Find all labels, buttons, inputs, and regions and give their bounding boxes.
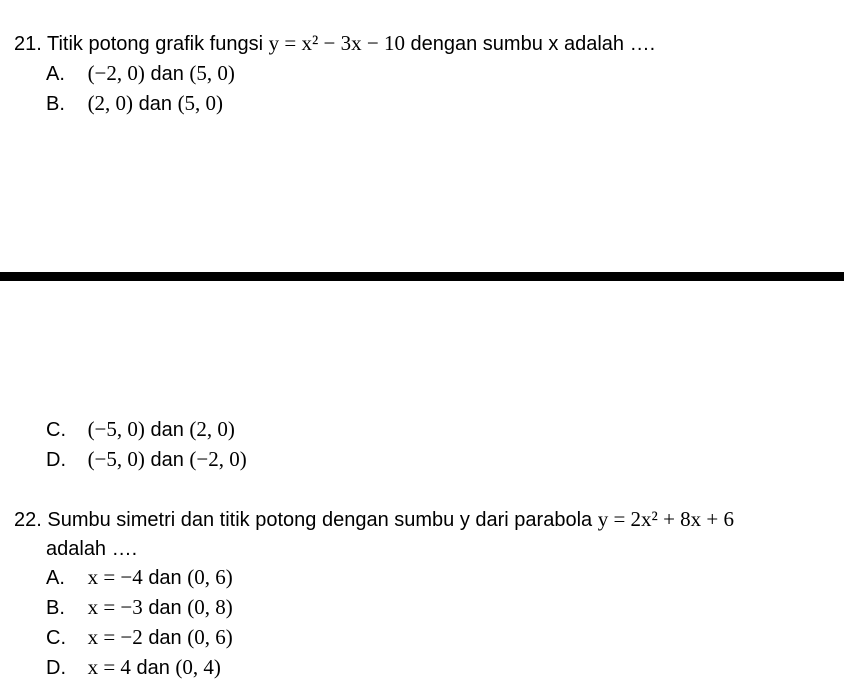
option-letter: A. bbox=[46, 63, 65, 85]
q21-option-a[interactable] bbox=[46, 60, 235, 87]
option-point-1: (−2, 0) bbox=[87, 61, 145, 85]
q21-option-d[interactable] bbox=[46, 446, 247, 473]
q22-stem-pre: Sumbu simetri dan titik potong dengan sumbu y dari parabola bbox=[47, 509, 593, 531]
option-point-2: (2, 0) bbox=[189, 417, 235, 441]
q22-equation: y = 2x² + 8x + 6 bbox=[597, 507, 735, 531]
option-conjunction: dan bbox=[150, 63, 184, 85]
option-conjunction: dan bbox=[150, 449, 184, 471]
option-point-1: (−5, 0) bbox=[87, 417, 145, 441]
option-point: (0, 8) bbox=[187, 595, 233, 619]
option-point-2: (5, 0) bbox=[177, 91, 224, 115]
option-point: (0, 6) bbox=[187, 565, 233, 589]
q21-stem bbox=[14, 30, 655, 57]
option-conjunction: dan bbox=[148, 567, 182, 589]
q21-equation: y = x² − 3x − 10 bbox=[268, 31, 405, 55]
q21-number: 21. bbox=[14, 33, 42, 55]
option-point-1: (2, 0) bbox=[87, 91, 134, 115]
option-conjunction: dan bbox=[136, 657, 170, 679]
q22-option-c[interactable] bbox=[46, 624, 233, 651]
q22-stem-line2: adalah …. bbox=[46, 538, 138, 560]
q22-option-a[interactable] bbox=[46, 564, 233, 591]
option-point-2: (−2, 0) bbox=[189, 447, 247, 471]
option-letter: D. bbox=[46, 657, 66, 679]
option-equation: x = −3 bbox=[87, 595, 143, 619]
option-letter: B. bbox=[46, 93, 65, 115]
option-conjunction: dan bbox=[148, 627, 182, 649]
option-letter: C. bbox=[46, 419, 66, 441]
option-equation: x = 4 bbox=[87, 655, 131, 679]
q22-option-d[interactable] bbox=[46, 654, 221, 681]
option-point-1: (−5, 0) bbox=[87, 447, 145, 471]
q22-stem bbox=[14, 506, 734, 533]
option-conjunction: dan bbox=[150, 419, 184, 441]
option-conjunction: dan bbox=[148, 597, 182, 619]
q21-option-b[interactable] bbox=[46, 90, 223, 117]
q22-option-b[interactable] bbox=[46, 594, 233, 621]
q21-stem-pre: Titik potong grafik fungsi bbox=[47, 33, 264, 55]
q22-number: 22. bbox=[14, 509, 42, 531]
q21-option-c[interactable] bbox=[46, 416, 235, 443]
option-equation: x = −2 bbox=[87, 625, 143, 649]
option-conjunction: dan bbox=[138, 93, 172, 115]
q21-stem-post: dengan sumbu x adalah …. bbox=[410, 33, 656, 55]
option-equation: x = −4 bbox=[87, 565, 143, 589]
page-divider bbox=[0, 272, 844, 281]
option-letter: C. bbox=[46, 627, 66, 649]
option-letter: A. bbox=[46, 567, 65, 589]
option-point-2: (5, 0) bbox=[189, 61, 235, 85]
option-point: (0, 4) bbox=[175, 655, 221, 679]
option-point: (0, 6) bbox=[187, 625, 233, 649]
option-letter: B. bbox=[46, 597, 65, 619]
option-letter: D. bbox=[46, 449, 66, 471]
